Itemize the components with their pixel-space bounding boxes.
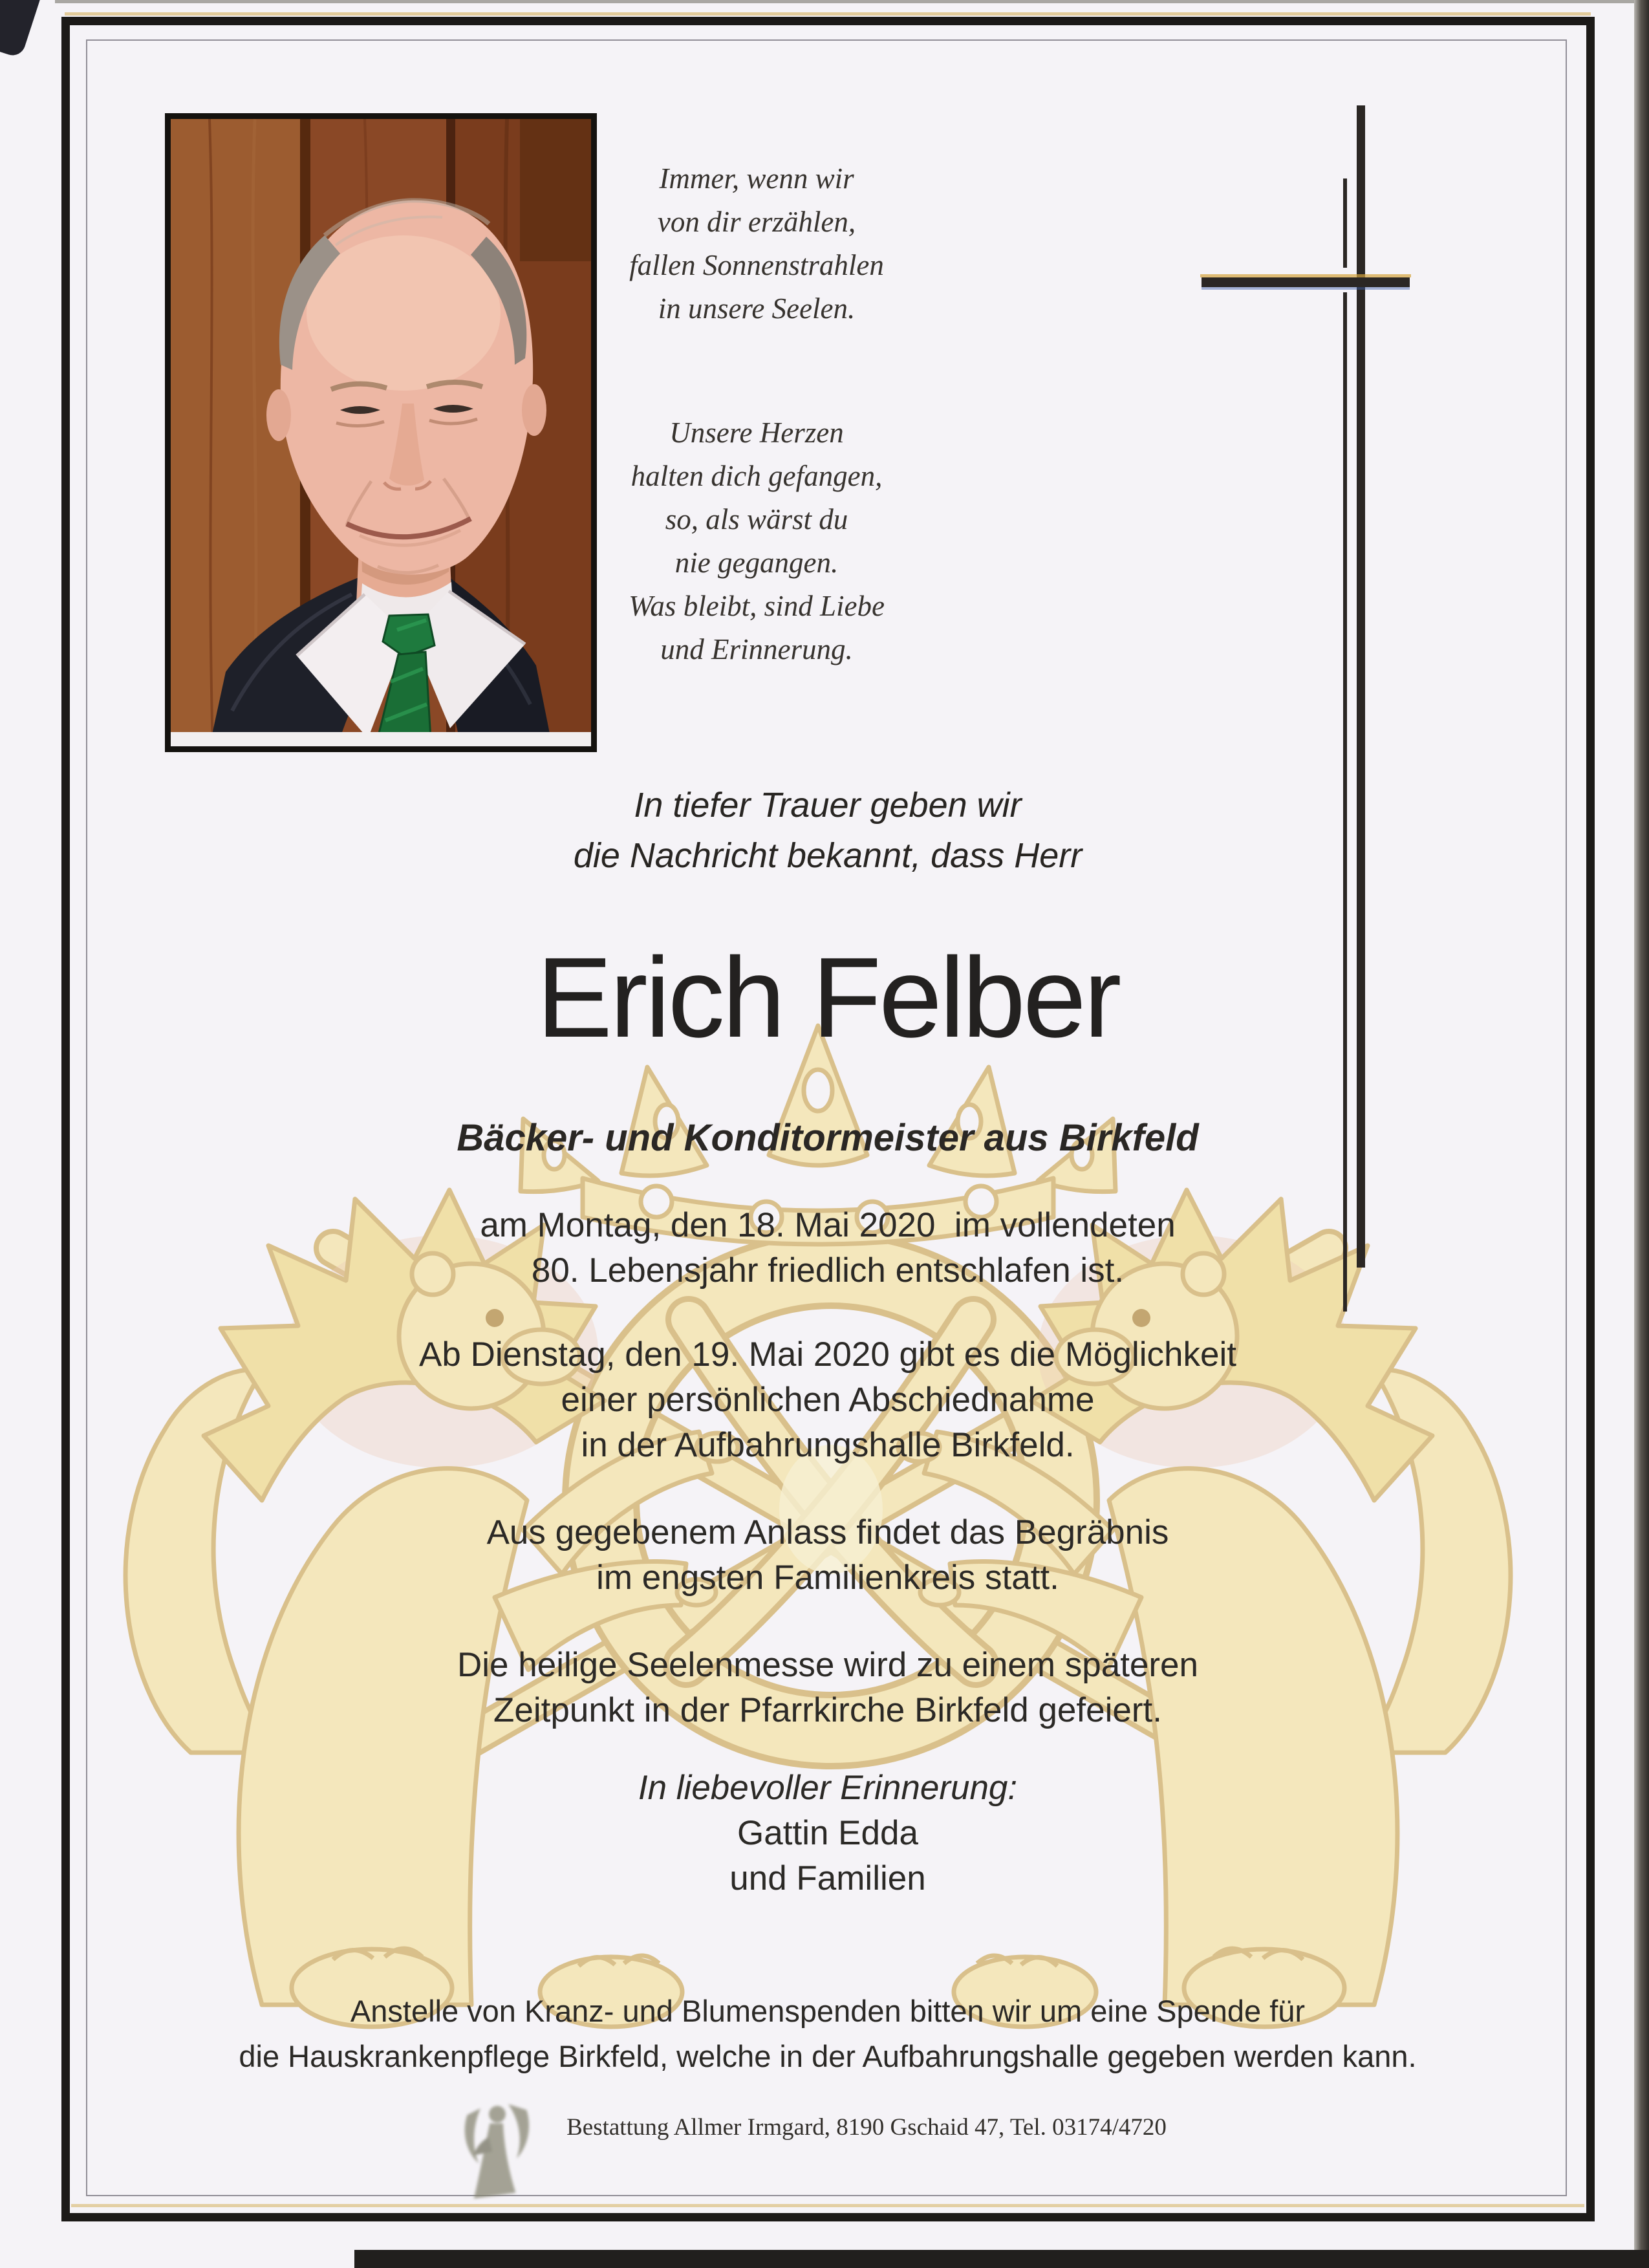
text-line: einer persönlichen Abschiednahme — [561, 1381, 1095, 1419]
text-line: Die heilige Seelenmesse wird zu einem späteren — [457, 1646, 1198, 1684]
memorial-poem-stanza-1 — [511, 157, 1002, 330]
deceased-profession: Bäcker- und Konditormeister aus Birkfeld — [457, 1117, 1199, 1159]
mourner-line: und Familien — [729, 1859, 926, 1897]
donation-line: die Hauskrankenpflege Birkfeld, welche in der Aufbahrungshalle gegeben werden kann. — [239, 2039, 1417, 2073]
text-line: Aus gegebenem Anlass findet das Begräbnis — [486, 1513, 1169, 1551]
remembrance-block — [146, 1766, 1510, 1901]
poem-line: Unsere Herzen — [669, 416, 844, 449]
poem-line: in unsere Seelen. — [658, 292, 856, 325]
cross-horizontal-bar — [1202, 277, 1410, 287]
poem-line: Immer, wenn wir — [659, 162, 854, 195]
poem-line: nie gegangen. — [674, 546, 839, 579]
scan-right-edge-artifact — [1634, 0, 1649, 2268]
text-line: Zeitpunkt in der Pfarrkirche Birkfeld gefeiert. — [493, 1691, 1162, 1729]
text-line: am Montag, den 18. Mai 2020 im vollendeten — [480, 1206, 1176, 1244]
poem-line: so, als wärst du — [665, 503, 848, 535]
funeral-home-contact: Bestattung Allmer Irmgard, 8190 Gschaid 47, Tel. 03174/4720 — [566, 2114, 1167, 2141]
text-line: in der Aufbahrungshalle Birkfeld. — [581, 1426, 1075, 1464]
announcement-line: die Nachricht bekannt, dass Herr — [573, 836, 1083, 875]
scan-bottom-edge-artifact — [354, 2250, 1649, 2268]
scan-top-edge-artifact — [55, 0, 1634, 3]
memorial-poem-stanza-2 — [511, 411, 1002, 671]
poem-line: halten dich gefangen, — [630, 460, 883, 492]
announcement-line: In tiefer Trauer geben wir — [634, 786, 1022, 825]
border-color-fringe-top — [65, 12, 1591, 16]
donation-request — [113, 1989, 1542, 2079]
poem-line: von dir erzählen, — [657, 206, 856, 238]
poem-line: fallen Sonnenstrahlen — [629, 249, 884, 281]
paragraph-burial — [146, 1510, 1510, 1601]
poem-line: Was bleibt, sind Liebe — [629, 590, 885, 622]
poem-line: und Erinnerung. — [660, 633, 853, 665]
paragraph-passing — [146, 1203, 1510, 1293]
text-line: 80. Lebensjahr friedlich entschlafen ist. — [531, 1251, 1125, 1290]
mourner-line: Gattin Edda — [737, 1814, 918, 1852]
text-line: im engsten Familienkreis statt. — [596, 1559, 1059, 1597]
remembrance-heading: In liebevoller Erinnerung: — [638, 1769, 1018, 1807]
cross-thin-beam-upper — [1343, 178, 1347, 268]
deceased-name: Erich Felber — [536, 934, 1119, 1061]
cross-bar-shadow-fringe — [1202, 287, 1410, 290]
donation-line: Anstelle von Kranz- und Blumenspenden bitten wir um eine Spende für — [350, 1994, 1306, 2028]
text-line: Ab Dienstag, den 19. Mai 2020 gibt es die Möglichkeit — [419, 1335, 1236, 1374]
announcement — [259, 780, 1397, 881]
paragraph-mass — [146, 1643, 1510, 1733]
paragraph-farewell — [146, 1332, 1510, 1468]
